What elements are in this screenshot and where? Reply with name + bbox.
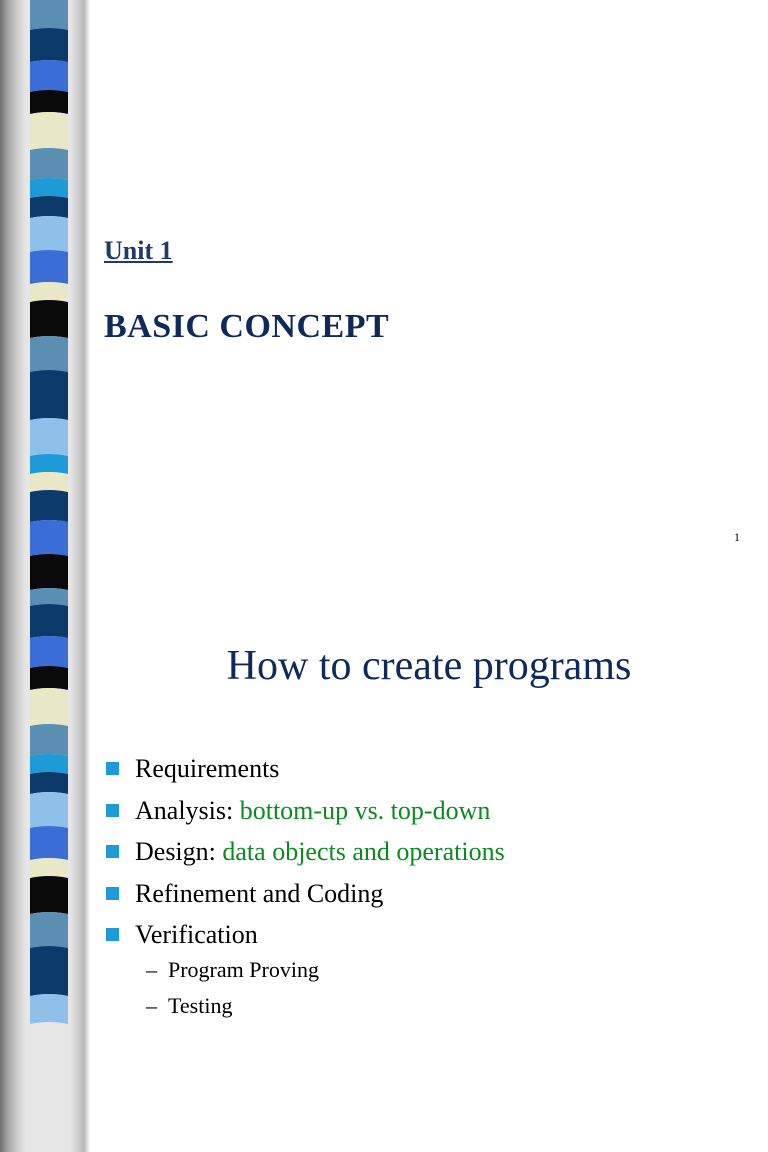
slide-title: How to create programs [226, 643, 632, 689]
square-bullet-icon [106, 762, 119, 775]
slide-page-number: 1 [734, 530, 740, 544]
sub-bullet-label: Program Proving [168, 957, 319, 982]
decorative-ribbon [26, 576, 72, 1152]
bullet-list [104, 748, 505, 956]
list-item [104, 873, 505, 915]
dash-bullet-icon: – [146, 993, 157, 1018]
sub-list-item [146, 988, 319, 1024]
bullet-label: Refinement and Coding [135, 878, 384, 908]
bullet-label: Analysis: [135, 795, 234, 825]
decorative-ribbon [26, 0, 72, 576]
sub-bullet-list [146, 952, 319, 1024]
list-item [104, 748, 505, 790]
square-bullet-icon [106, 804, 119, 817]
sub-bullet-label: Testing [168, 993, 233, 1018]
bullet-label: Verification [135, 920, 258, 949]
slide-title: BASIC CONCEPT [104, 308, 390, 345]
list-item [104, 790, 505, 832]
ribbon-graphic [26, 0, 72, 576]
square-bullet-icon [106, 845, 119, 858]
list-item [104, 914, 505, 956]
slide-2 [0, 576, 768, 1152]
bullet-detail: data objects and operations [222, 837, 505, 866]
dash-bullet-icon: – [146, 957, 157, 982]
list-item [104, 831, 505, 873]
ribbon-graphic [26, 576, 72, 1152]
square-bullet-icon [106, 928, 119, 941]
bullet-detail: bottom-up vs. top-down [239, 795, 491, 825]
square-bullet-icon [106, 887, 119, 900]
bullet-label: Design: [135, 837, 216, 866]
sub-list-item [146, 952, 319, 988]
bullet-label: Requirements [135, 754, 280, 783]
unit-title: Unit 1 [104, 236, 173, 265]
